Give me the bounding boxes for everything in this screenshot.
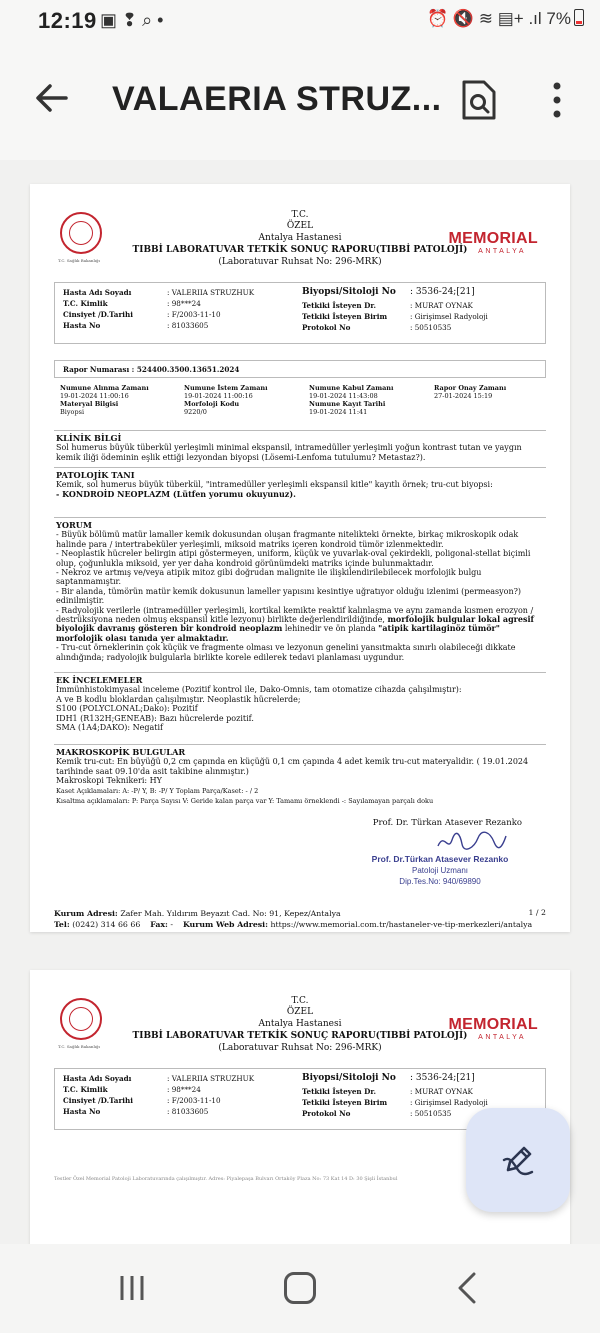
material-label: Materyal Bilgisi	[60, 400, 119, 408]
clinical-info-title: KLİNİK BİLGİ	[56, 433, 122, 443]
additional-test-2: A ve B kodlu bloklardan çalışılmıştır. Neoplastik hücrelerde;	[56, 694, 301, 704]
fax-label: Fax:	[150, 920, 168, 929]
header-hospital: Antalya Hastanesi	[258, 1019, 342, 1029]
biopsy-value: : 3536-24;[21]	[410, 287, 475, 297]
biopsy-label: Biyopsi/Sitoloji No	[302, 287, 396, 297]
comment-5d: "atipik kartilaginöz tümör" morfolojik olası tanıda yer almaktadır.	[56, 623, 500, 643]
doctor-value: : MURAT OYNAK	[410, 301, 473, 310]
more-vertical-icon[interactable]	[545, 78, 569, 122]
web-label: Kurum Web Adresi:	[182, 920, 269, 929]
protocol-label: Protokol No	[302, 323, 351, 332]
unit-value: : Girişimsel Radyoloji	[410, 312, 488, 321]
signature-icon	[430, 828, 510, 854]
morphology-value: 9220/0	[184, 408, 207, 416]
system-nav-bar	[0, 1244, 600, 1333]
stamp-title: Patoloji Uzmanı	[411, 866, 469, 875]
patient-info-box	[54, 282, 546, 344]
stamp-number: Dip.Tes.No: 940/69890	[399, 877, 481, 886]
connectivity-icons: ⏰ 🔇 ≋ ▤+ .ıl	[427, 9, 542, 28]
address-label: Kurum Adresi:	[54, 909, 118, 918]
macroscopic-section	[54, 744, 546, 808]
doctor-label: Tetkiki İsteyen Dr.	[302, 1087, 376, 1096]
header-ozel: ÖZEL	[286, 221, 314, 231]
comment-title: YORUM	[56, 520, 92, 530]
page-number: 1 / 2	[528, 908, 546, 917]
patient-sex-label: Cinsiyet /D.Tarihi	[63, 1096, 133, 1105]
ministry-caption: T.C. Sağlık Bakanlığı	[58, 258, 100, 263]
institution-footer	[54, 908, 546, 930]
memorial-logo: MEMORIAL	[448, 1016, 538, 1033]
protocol-label: Protokol No	[302, 1109, 351, 1118]
comment-4: - Bir alanda, tümörün matür kemik dokusunun lameller yapısını kesintiye uğratıyor olduğu izlenimi (permeasyon?) edinilmiştir.	[56, 586, 522, 606]
patient-id-value: : 98***24	[167, 299, 201, 308]
diagnosis-result: - KONDROİD NEOPLAZM (Lütfen yorumu okuyunuz).	[56, 488, 296, 499]
patient-id-label: T.C. Kimlik	[63, 299, 108, 308]
comment-2: - Neoplastik hücreler belirgin atipi göstermeyen, uniform, küçük ve yuvarlak-oval çekirdekli, poligonal-stellat biçimli olup, çoğunlukla miksoid, yer yer daha kondroid görünümdeki matriks içinde bulunmaktadır.	[56, 549, 531, 568]
memorial-logo: MEMORIAL	[448, 230, 538, 247]
patient-name-value: : VALERIIA STRUZHUK	[167, 288, 255, 297]
lab-footer-note: Testler Özel Memorial Patoloji Laboratuvarında çalışılmıştır. Adres: Piyalepaşa Bulvarı Ortaköy Plaza No: 73 Kat 14 D: 30 Şişli İstanbul	[54, 1176, 398, 1182]
battery-icon	[574, 9, 584, 26]
cassette-note: Kaset Açıklamaları: A: -P/ Y, B: -P/ Y Toplam Parça/Kaset: - / 2	[56, 786, 259, 795]
material-value: Biyopsi	[60, 408, 85, 416]
arrow-left-icon[interactable]	[30, 76, 74, 120]
fax-value: -	[170, 920, 174, 929]
system-icons	[427, 9, 584, 29]
doctor-label: Tetkiki İsteyen Dr.	[302, 301, 376, 310]
header-report-title: TIBBİ LABORATUVAR TETKİK SONUÇ RAPORU(TIBBİ PATOLOJİ)	[132, 1031, 468, 1041]
comment-5	[56, 606, 544, 644]
comment-5c: lehinedir ve ön planda	[284, 624, 376, 634]
status-bar	[0, 0, 600, 44]
doctor-value: : MURAT OYNAK	[410, 1087, 473, 1096]
patient-id-label: T.C. Kimlik	[63, 1085, 108, 1094]
document-title: VALAERIA STRUZ...	[112, 80, 442, 118]
additional-test-4: IDH1 (R132H;GENEAB): Bazı hücrelerde pozitif.	[56, 713, 254, 723]
patient-no-label: Hasta No	[63, 321, 101, 330]
home-icon[interactable]	[284, 1272, 316, 1304]
unit-label: Tetkiki İsteyen Birim	[302, 312, 388, 321]
clinical-info-section	[54, 430, 546, 464]
report-header	[30, 970, 570, 1060]
header-tc: T.C.	[291, 996, 309, 1006]
biopsy-label: Biyopsi/Sitoloji No	[302, 1073, 396, 1083]
approval-label: Rapor Onay Zamanı	[434, 384, 507, 392]
address-value: Zafer Mah. Yıldırım Beyazıt Cad. No: 91, Kepez/Antalya	[120, 909, 341, 918]
patient-no-value: : 81033605	[167, 1107, 209, 1116]
ministry-seal-icon	[60, 212, 102, 254]
approval-value: 27-01-2024 15:19	[434, 392, 493, 400]
comment-5a: - Radyolojik verilerle (intramedüller yerleşimli, kortikal kemikte reaktif kalınlaşma ve aynı zamanda kısmen erozyon / destrüksiyona neden olmuş ekspansil kitle lezyonu) birlikte değerlendirildiğinde,	[56, 605, 534, 625]
patient-id-value: : 98***24	[167, 1085, 201, 1094]
additional-tests-title: EK İNCELEMELER	[56, 675, 143, 685]
memorial-city: ANTALYA	[478, 1034, 526, 1041]
comment-section	[54, 517, 546, 664]
clinical-info-text: Sol humerus büyük tüberkül yerleşimli minimal ekspansil, intramedüller yerleşimli yoğun kontrast tutan ve yaygın kemik iliği ödeminin eşlik ettiği lezyondan biyopsi (Lösemi-Lenfoma tutulumu? Metastaz?).	[56, 443, 522, 462]
diagnosis-text: Kemik, sol humerus büyük tüberkül, "intramedüller yerleşimli ekspansil kitle" kayıtlı örnek; tru-cut biyopsi:	[56, 480, 493, 490]
tel-label: Tel:	[54, 920, 70, 929]
status-time: 12:19	[38, 8, 97, 33]
battery-level: 7%	[546, 9, 571, 28]
unit-label: Tetkiki İsteyen Birim	[302, 1098, 388, 1107]
comment-1: - Büyük bölümü matür lamaller kemik dokusundan oluşan fragmante nitelikteki örnekte, birkaç mikroskopik odak halinde para / intertrabeküler yerleşimli, miksoid matriks içeren kondroid tümör izlenmektedir.	[56, 530, 519, 549]
sample-taken-label: Numune Alınma Zamanı	[60, 384, 149, 392]
ministry-seal-icon	[60, 998, 102, 1040]
document-search-icon[interactable]	[458, 78, 500, 122]
patient-no-label: Hasta No	[63, 1107, 101, 1116]
acceptance-label: Numune Kabul Zamanı	[309, 384, 394, 392]
report-number: Rapor Numarası : 524400.3500.13651.2024	[54, 360, 546, 378]
acceptance-value: 19-01-2024 11:43:08	[309, 392, 378, 400]
edit-fab-button[interactable]	[466, 1108, 570, 1212]
header-tc: T.C.	[291, 210, 309, 220]
patient-name-label: Hasta Adı Soyadı	[63, 288, 132, 297]
unit-value: : Girişimsel Radyoloji	[410, 1098, 488, 1107]
abbreviation-note: Kısaltma açıklamaları: P: Parça Sayısı V: Geride kalan parça var Y: Tamamı örneklendi -: Sayılamayan parçalı doku	[56, 796, 434, 805]
protocol-value: : 50510535	[410, 323, 452, 332]
app-bar	[0, 44, 600, 160]
signature-stamp	[370, 854, 510, 887]
document-page-1[interactable]	[30, 184, 570, 932]
diagnosis-section	[54, 467, 546, 501]
header-license: (Laboratuvar Ruhsat No: 296-MRK)	[218, 1043, 382, 1053]
additional-test-3: S100 (POLYCLONAL;Dako): Pozitif	[56, 704, 198, 714]
diagnosis-title: PATOLOJİK TANI	[56, 470, 135, 480]
macroscopic-technician: Makroskopi Teknikeri: HY	[56, 776, 162, 786]
biopsy-value: : 3536-24;[21]	[410, 1073, 475, 1083]
signer-name: Prof. Dr. Türkan Atasever Rezanko	[372, 818, 522, 828]
stamp-name: Prof. Dr.Türkan Atasever Rezanko	[371, 854, 509, 864]
patient-sex-value: : F/2003-11-10	[167, 1096, 221, 1105]
patient-sex-label: Cinsiyet /D.Tarihi	[63, 310, 133, 319]
request-time-value: 19-01-2024 11:00:16	[184, 392, 253, 400]
report-header	[30, 184, 570, 274]
request-time-label: Numune İstem Zamanı	[184, 384, 268, 392]
additional-tests-section	[54, 672, 546, 734]
additional-test-5: SMA (1A4;DAKO): Negatif	[56, 723, 163, 733]
edit-pen-icon	[500, 1142, 536, 1178]
header-report-title: TIBBİ LABORATUVAR TETKİK SONUÇ RAPORU(TIBBİ PATOLOJİ)	[132, 245, 468, 255]
header-ozel: ÖZEL	[286, 1007, 314, 1017]
dates-grid	[54, 384, 546, 428]
memorial-city: ANTALYA	[478, 248, 526, 255]
comment-6: - Tru-cut örneklerinin çok küçük ve fragmente olması ve lezyonun genelini yansıtmakta sınırlı olabileceği dikkate alındığında; radyolojik bulgularla birlikte korele edilerek tedavi planlaması uygundur.	[56, 643, 516, 662]
comment-5b: morfolojik bulgular lokal agresif biyolojik davranış gösteren bir kondroid neoplazm	[56, 614, 534, 634]
ministry-caption: T.C. Sağlık Bakanlığı	[58, 1044, 100, 1049]
header-hospital: Antalya Hastanesi	[258, 233, 342, 243]
additional-test-1: İmmünhistokimyasal inceleme (Pozitif kontrol ile, Dako-Omnis, tam otomatize cihazda çalışılmıştır):	[56, 685, 462, 695]
web-value: https://www.memorial.com.tr/hastaneler-ve-tip-merkezleri/antalya	[270, 920, 533, 929]
recent-apps-icon[interactable]	[118, 1274, 146, 1302]
patient-name-label: Hasta Adı Soyadı	[63, 1074, 132, 1083]
sample-taken-value: 19-01-2024 11:00:16	[60, 392, 129, 400]
patient-sex-value: : F/2003-11-10	[167, 310, 221, 319]
macroscopic-text: Kemik tru-cut: En büyüğü 0,2 cm çapında en küçüğü 0,1 cm çapında 4 adet kemik tru-cut materyalidir. ( 19.01.2024 tarihinde saat 09.10'da asit takibine alınmıştır.)	[56, 757, 529, 776]
header-license: (Laboratuvar Ruhsat No: 296-MRK)	[218, 257, 382, 267]
patient-no-value: : 81033605	[167, 321, 209, 330]
record-date-label: Numune Kayıt Tarihi	[309, 400, 386, 408]
tel-value: (0242) 314 66 66	[72, 920, 141, 929]
record-date-value: 19-01-2024 11:41	[309, 408, 368, 416]
back-chevron-icon[interactable]	[456, 1272, 480, 1304]
protocol-value: : 50510535	[410, 1109, 452, 1118]
morphology-label: Morfoloji Kodu	[184, 400, 240, 408]
notification-icons: ▣ ❢ ⌕ •	[100, 10, 164, 30]
comment-3: - Nekroz ve artmış ve/veya atipik mitoz gibi doğrudan malignite ile ilişkilendirilebilecek morfolojik bulgu saptanmamıştır.	[56, 568, 482, 587]
patient-name-value: : VALERIIA STRUZHUK	[167, 1074, 255, 1083]
macroscopic-title: MAKROSKOPİK BULGULAR	[56, 747, 186, 757]
